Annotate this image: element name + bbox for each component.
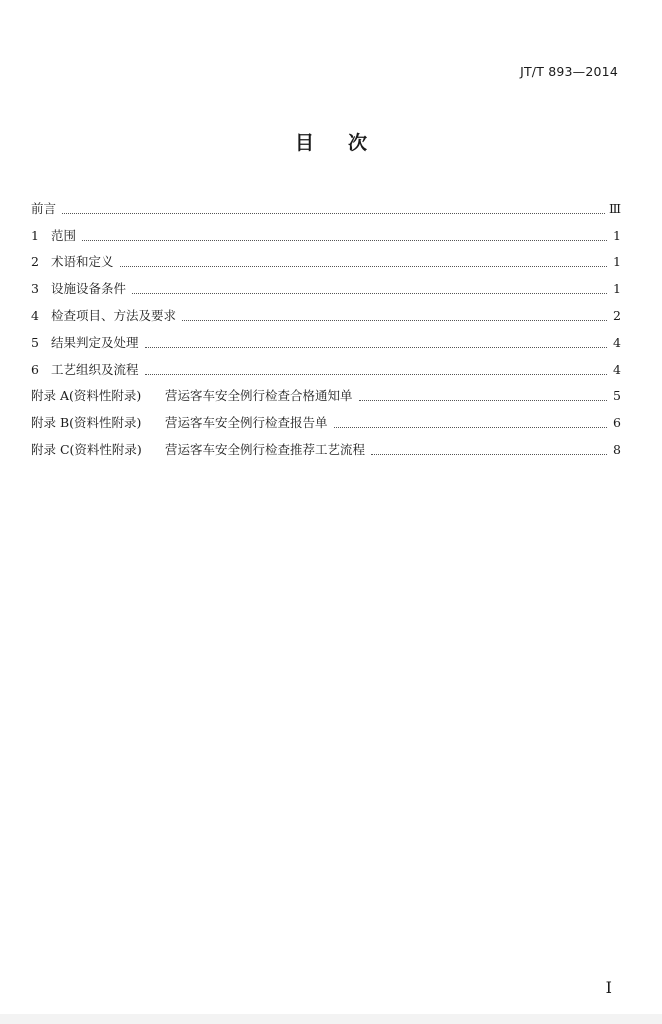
toc-entry-page: 8 xyxy=(613,441,621,457)
document-code: JT/T 893—2014 xyxy=(520,64,618,79)
toc-entry-page: 2 xyxy=(613,307,621,323)
toc-entry-scope[interactable] xyxy=(31,217,621,244)
page-number: I xyxy=(605,978,612,997)
toc-appendix-tag: 附录 A(资料性附录) xyxy=(31,388,142,404)
toc-leader-dots xyxy=(120,265,607,267)
toc-entry-label: 设施设备条件 xyxy=(51,281,127,297)
toc-entry-label: 检查项目、方法及要求 xyxy=(51,307,177,323)
toc-leader-dots xyxy=(334,426,607,428)
toc-leader-dots xyxy=(182,319,607,321)
page-title: 目次 xyxy=(294,132,401,154)
table-of-contents xyxy=(31,190,621,458)
toc-entry-label: 术语和定义 xyxy=(51,254,114,270)
toc-appendix-tag: 附录 C(资料性附录) xyxy=(31,441,142,457)
toc-entry-page: 6 xyxy=(613,415,621,431)
toc-entry-process[interactable] xyxy=(31,351,621,378)
page-edge xyxy=(0,1014,662,1024)
toc-leader-dots xyxy=(82,239,607,241)
toc-appendix-tag: 附录 B(资料性附录) xyxy=(31,415,142,431)
toc-entry-page: 5 xyxy=(613,388,621,404)
toc-leader-dots xyxy=(145,373,607,375)
toc-entry-label: 前言 xyxy=(31,200,57,216)
toc-entry-number: 5 xyxy=(31,334,39,350)
toc-entry-number: 2 xyxy=(31,254,39,270)
toc-leader-dots xyxy=(359,399,607,401)
toc-entry-terms[interactable] xyxy=(31,244,621,271)
toc-entry-number: 6 xyxy=(31,361,39,377)
toc-entry-page: 1 xyxy=(613,227,621,243)
toc-entry-number: 1 xyxy=(31,227,39,243)
toc-entry-label: 营运客车安全例行检查推荐工艺流程 xyxy=(165,441,366,457)
toc-leader-dots xyxy=(145,346,607,348)
toc-entry-page: 4 xyxy=(613,334,621,350)
toc-entry-appendix-a[interactable] xyxy=(31,378,621,405)
toc-entry-page: 4 xyxy=(613,361,621,377)
toc-entry-label: 范围 xyxy=(51,227,77,243)
toc-entry-appendix-b[interactable] xyxy=(31,404,621,431)
toc-entry-label: 营运客车安全例行检查合格通知单 xyxy=(165,388,353,404)
toc-entry-facilities[interactable] xyxy=(31,270,621,297)
toc-entry-results[interactable] xyxy=(31,324,621,351)
toc-entry-label: 营运客车安全例行检查报告单 xyxy=(165,415,328,431)
toc-entry-label: 结果判定及处理 xyxy=(51,334,139,350)
toc-entry-number: 4 xyxy=(31,307,39,323)
toc-entry-label: 工艺组织及流程 xyxy=(51,361,139,377)
toc-entry-appendix-c[interactable] xyxy=(31,431,621,458)
toc-entry-page: 1 xyxy=(613,254,621,270)
toc-leader-dots xyxy=(62,212,605,214)
toc-entry-inspection[interactable] xyxy=(31,297,621,324)
toc-leader-dots xyxy=(132,292,607,294)
toc-entry-foreword[interactable] xyxy=(31,190,621,217)
toc-leader-dots xyxy=(371,453,607,455)
toc-entry-number: 3 xyxy=(31,281,39,297)
toc-entry-page: Ⅲ xyxy=(608,200,621,216)
toc-entry-page: 1 xyxy=(613,281,621,297)
